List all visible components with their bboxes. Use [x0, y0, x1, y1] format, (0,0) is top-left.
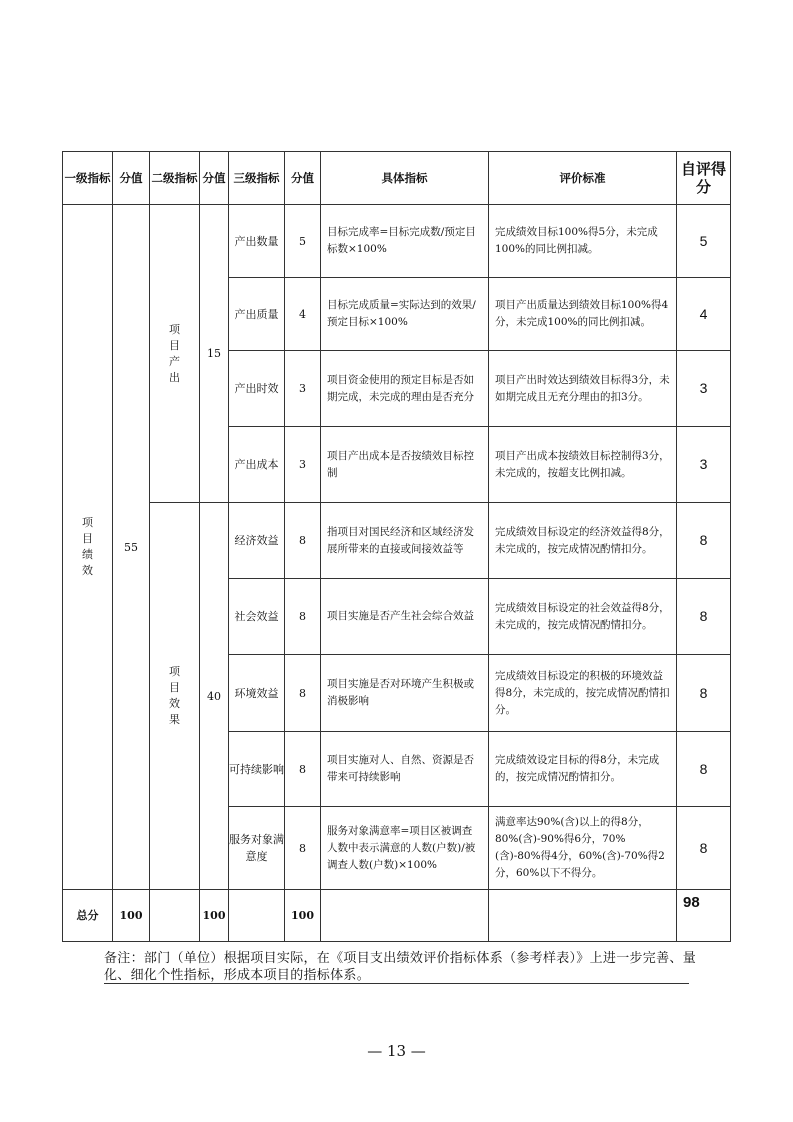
self-score: 5	[677, 205, 731, 278]
level3-score: 4	[285, 278, 321, 351]
specific-indicator: 项目资金使用的预定目标是否如期完成，未完成的理由是否充分	[321, 351, 489, 427]
total-empty-criteria	[489, 890, 677, 942]
footnote-underline	[104, 983, 689, 984]
table-row	[63, 503, 731, 579]
evaluation-criteria: 满意率达90%(含)以上的得8分，80%(含)-90%得6分，70%(含)-80%得4分，60%(含)-70%得2分，60%以下不得分。	[489, 807, 677, 890]
total-empty-level3	[229, 890, 285, 942]
header-score1: 分值	[113, 152, 150, 205]
level3-name: 产出质量	[229, 278, 285, 351]
total-score2: 100	[200, 890, 229, 942]
level3-score: 8	[285, 732, 321, 807]
group-output-score: 15	[200, 205, 229, 503]
evaluation-criteria: 完成绩效目标100%得5分，未完成100%的同比例扣减。	[489, 205, 677, 278]
header-score2: 分值	[200, 152, 229, 205]
header-specific: 具体指标	[321, 152, 489, 205]
level3-name: 经济效益	[229, 503, 285, 579]
self-score: 8	[677, 655, 731, 732]
header-level3: 三级指标	[229, 152, 285, 205]
evaluation-criteria: 项目产出时效达到绩效目标得3分，未如期完成且无充分理由的扣3分。	[489, 351, 677, 427]
header-score3: 分值	[285, 152, 321, 205]
total-row	[63, 890, 731, 942]
level3-score: 8	[285, 807, 321, 890]
level3-name: 服务对象满意度	[229, 807, 285, 890]
self-score: 8	[677, 579, 731, 655]
evaluation-criteria: 项目产出质量达到绩效目标100%得4分，未完成100%的同比例扣减。	[489, 278, 677, 351]
level3-name: 产出成本	[229, 427, 285, 503]
group-effect-name: 项目效果	[150, 503, 200, 890]
total-label: 总分	[63, 890, 113, 942]
level3-name: 社会效益	[229, 579, 285, 655]
level3-score: 8	[285, 579, 321, 655]
header-level1: 一级指标	[63, 152, 113, 205]
evaluation-criteria: 完成绩效目标设定的社会效益得8分，未完成的，按完成情况酌情扣分。	[489, 579, 677, 655]
specific-indicator: 项目实施对人、自然、资源是否带来可持续影响	[321, 732, 489, 807]
header-level2: 二级指标	[150, 152, 200, 205]
group-output-name: 项目产出	[150, 205, 200, 503]
evaluation-criteria: 完成绩效目标设定的经济效益得8分，未完成的，按完成情况酌情扣分。	[489, 503, 677, 579]
evaluation-criteria: 完成绩效设定目标的得8分，未完成的，按完成情况酌情扣分。	[489, 732, 677, 807]
specific-indicator: 目标完成质量=实际达到的效果/预定目标×100%	[321, 278, 489, 351]
level3-name: 产出数量	[229, 205, 285, 278]
header-self-eval: 自评得分	[677, 152, 731, 205]
table-row	[63, 205, 731, 278]
specific-indicator: 指项目对国民经济和区域经济发展所带来的直接或间接效益等	[321, 503, 489, 579]
level3-score: 8	[285, 655, 321, 732]
total-empty-level2	[150, 890, 200, 942]
self-score: 8	[677, 503, 731, 579]
group-effect-score: 40	[200, 503, 229, 890]
self-score: 4	[677, 278, 731, 351]
specific-indicator: 项目实施是否对环境产生积极或消极影响	[321, 655, 489, 732]
specific-indicator: 服务对象满意率=项目区被调查人数中表示满意的人数(户数)/被调查人数(户数)×100%	[321, 807, 489, 890]
level3-score: 3	[285, 351, 321, 427]
total-score1: 100	[113, 890, 150, 942]
header-criteria: 评价标准	[489, 152, 677, 205]
level3-name: 环境效益	[229, 655, 285, 732]
total-self-score: 98	[677, 890, 731, 942]
self-score: 8	[677, 732, 731, 807]
total-empty-specific	[321, 890, 489, 942]
footnote: 备注：部门（单位）根据项目实际，在《项目支出绩效评价指标体系（参考样表）》上进一步完善、量化、细化个性指标，形成本项目的指标体系。	[104, 951, 697, 983]
evaluation-criteria: 项目产出成本按绩效目标控制得3分，未完成的，按超支比例扣减。	[489, 427, 677, 503]
self-score: 8	[677, 807, 731, 890]
level3-score: 3	[285, 427, 321, 503]
page-number: — 13 —	[367, 1042, 426, 1060]
specific-indicator: 项目实施是否产生社会综合效益	[321, 579, 489, 655]
total-score3: 100	[285, 890, 321, 942]
evaluation-criteria: 完成绩效目标设定的积极的环境效益得8分，未完成的，按完成情况酌情扣分。	[489, 655, 677, 732]
self-score: 3	[677, 351, 731, 427]
level1-name: 项目绩效	[63, 205, 113, 890]
level3-name: 产出时效	[229, 351, 285, 427]
self-score: 3	[677, 427, 731, 503]
level3-score: 5	[285, 205, 321, 278]
level1-score: 55	[113, 205, 150, 890]
level3-score: 8	[285, 503, 321, 579]
level3-name: 可持续影响	[229, 732, 285, 807]
performance-evaluation-table	[62, 151, 731, 942]
specific-indicator: 目标完成率=目标完成数/预定目标数×100%	[321, 205, 489, 278]
table-header-row	[63, 152, 731, 205]
specific-indicator: 项目产出成本是否按绩效目标控制	[321, 427, 489, 503]
